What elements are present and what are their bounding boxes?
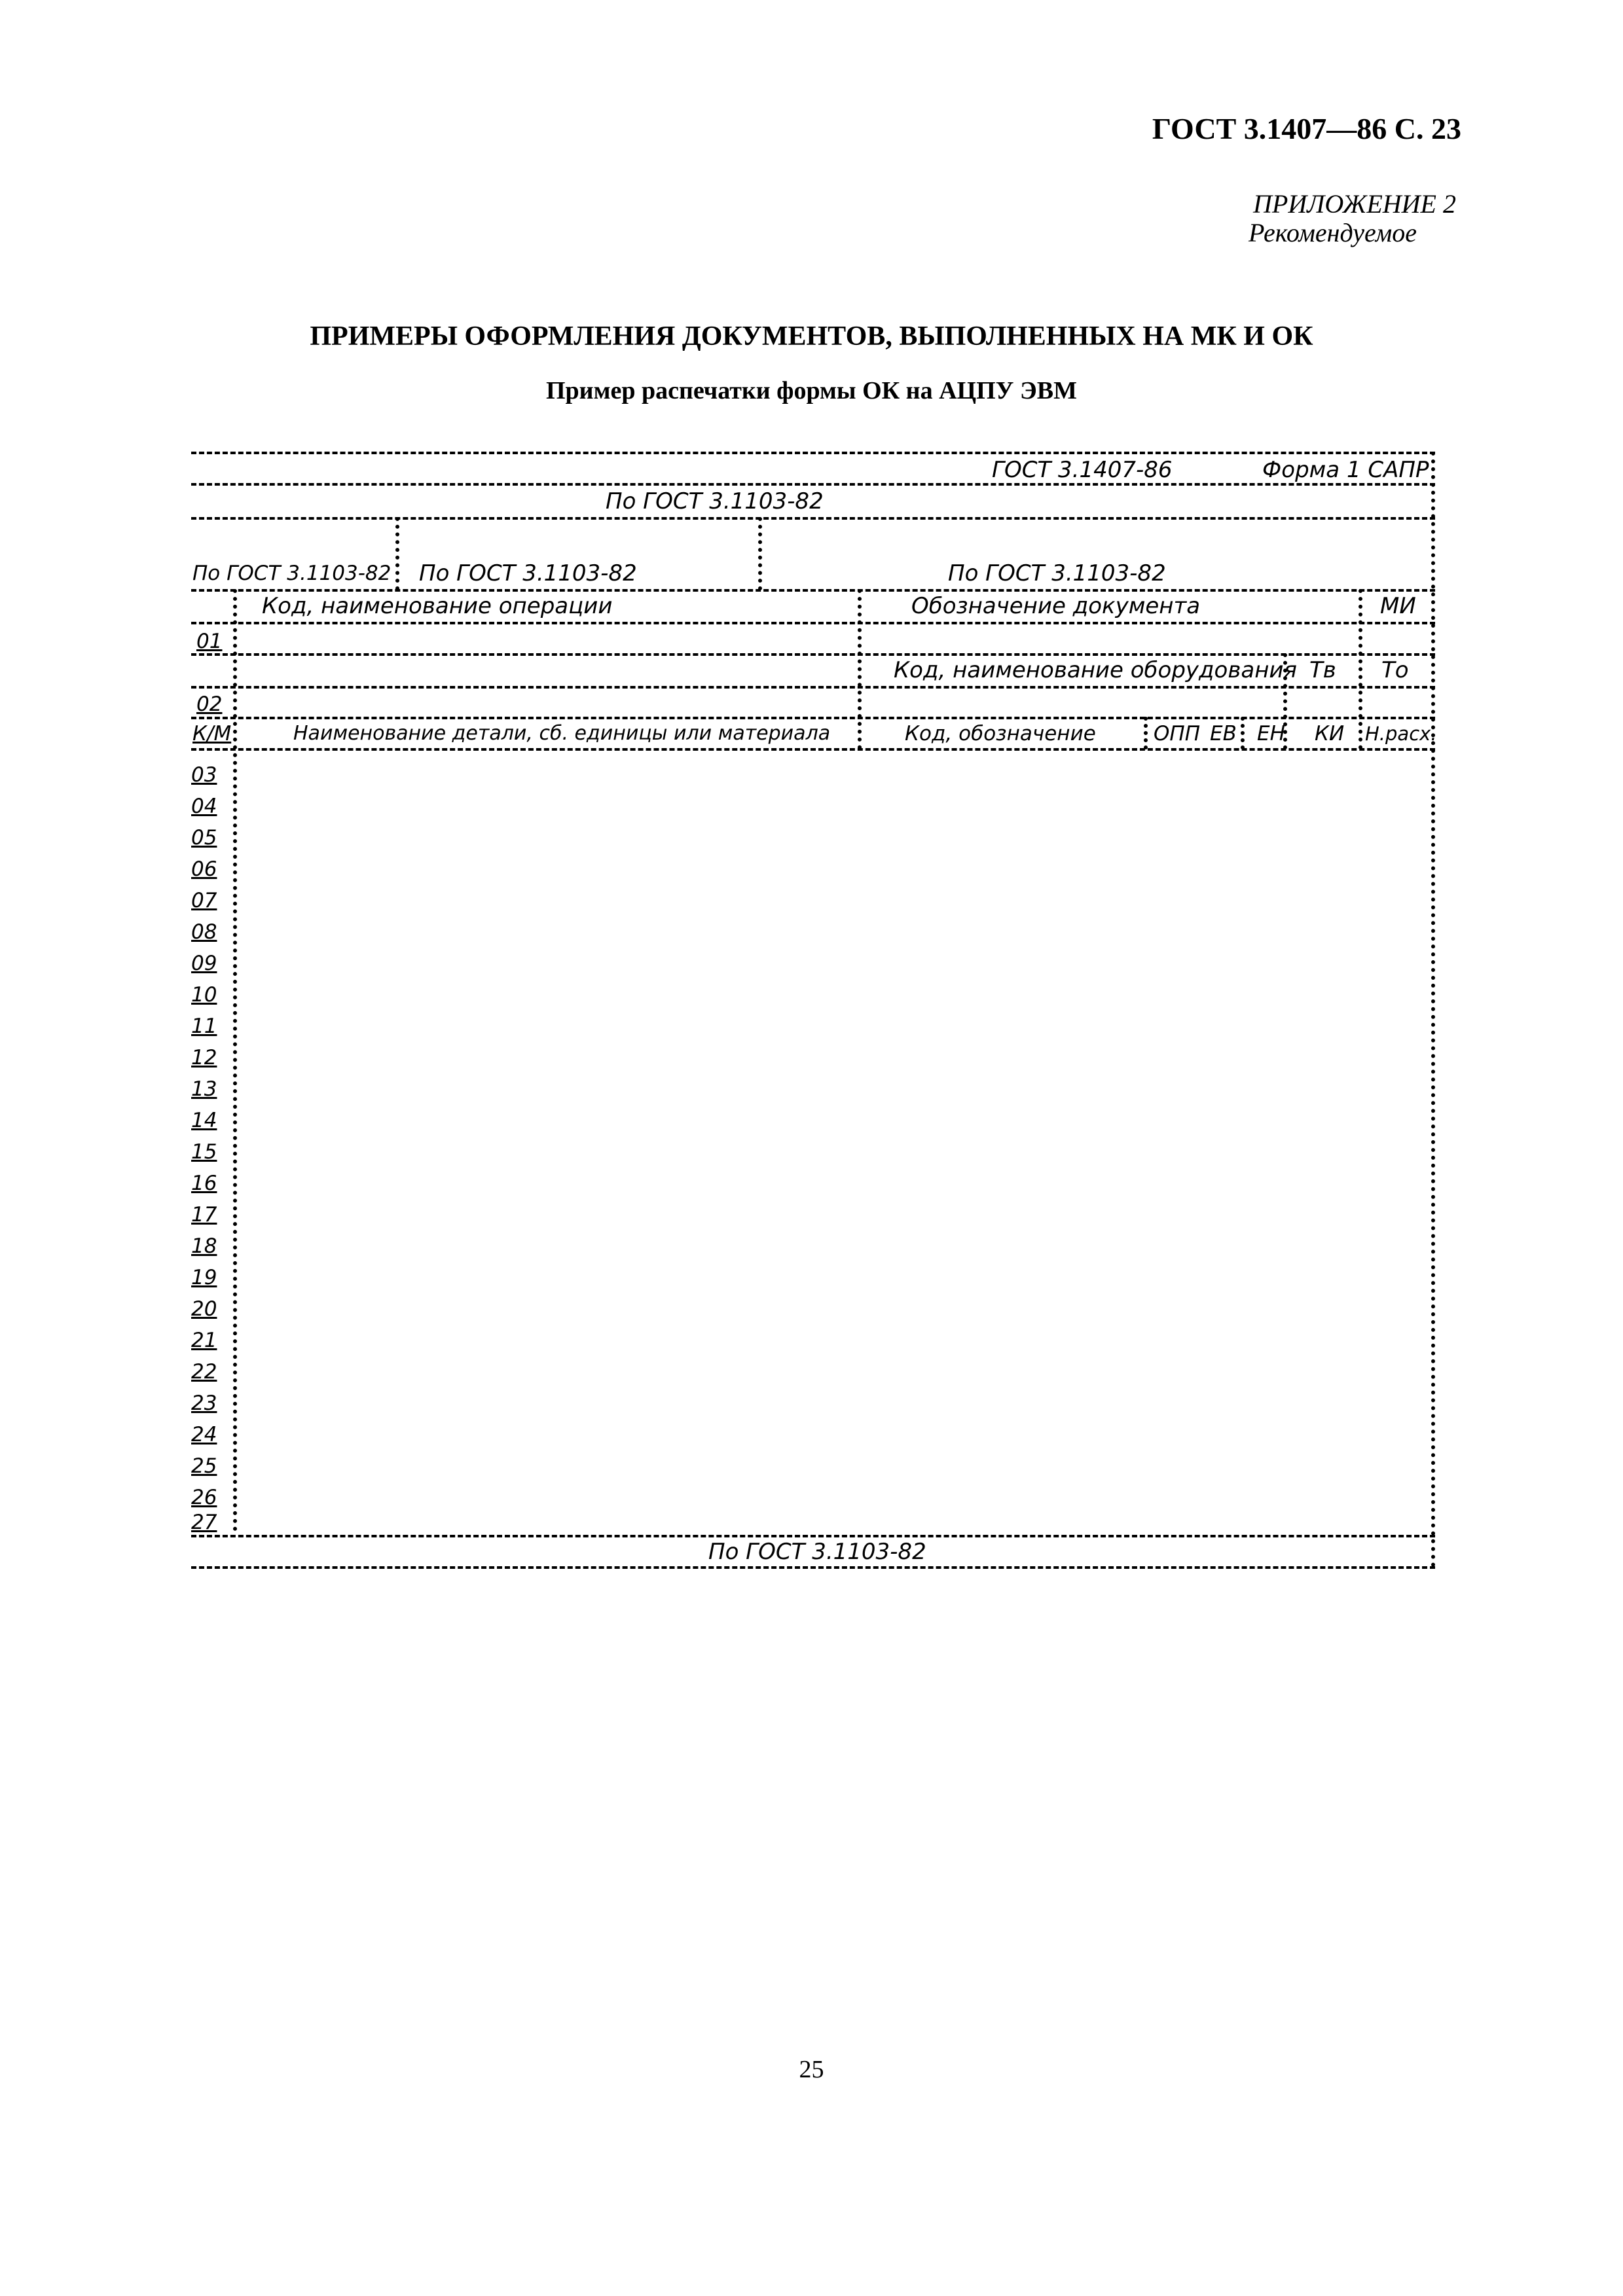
form-opp-header: ОПП xyxy=(1154,722,1201,745)
form-km-header: К/М xyxy=(192,722,232,745)
form-row-number: 11 xyxy=(191,1014,217,1038)
form-divider xyxy=(1359,589,1362,749)
page-number: 25 xyxy=(799,2056,824,2083)
form-part-name-header: Наименование детали, сб. единицы или материала xyxy=(293,722,831,745)
form-divider xyxy=(233,589,237,1532)
form-row-number: 09 xyxy=(191,952,217,975)
form-name: Форма 1 САПР xyxy=(1262,457,1429,483)
form-divider xyxy=(758,517,762,590)
form-to-header: То xyxy=(1381,657,1409,683)
form-line xyxy=(191,452,1435,454)
form-row-number: 27 xyxy=(191,1511,217,1534)
form-row-number: 10 xyxy=(191,983,217,1007)
form-divider xyxy=(1144,717,1148,749)
form-ref-top: По ГОСТ 3.1103-82 xyxy=(606,488,824,514)
form-line xyxy=(191,717,1435,719)
form-ref-middle: По ГОСТ 3.1103-82 xyxy=(419,560,637,586)
form-doc-designation-header: Обозначение документа xyxy=(911,593,1201,619)
form-row-number: 12 xyxy=(191,1046,217,1069)
form-code-header: Код, обозначение xyxy=(905,722,1096,745)
form-ref-right: По ГОСТ 3.1103-82 xyxy=(948,560,1166,586)
form-row-number: 16 xyxy=(191,1172,217,1195)
form-row-01: 01 xyxy=(196,630,223,653)
form-line xyxy=(191,653,1435,656)
form-row-number: 21 xyxy=(191,1329,217,1352)
form-row-number: 24 xyxy=(191,1423,217,1446)
form-tv-header: Тв xyxy=(1309,657,1336,683)
form-line xyxy=(191,686,1435,689)
form-standard: ГОСТ 3.1407-86 xyxy=(992,457,1173,483)
form-row-number: 25 xyxy=(191,1454,217,1478)
form-row-number: 17 xyxy=(191,1203,217,1227)
form-row-number: 20 xyxy=(191,1297,217,1321)
form-n-rash-header: Н.расх. xyxy=(1365,723,1437,745)
form-row-number: 13 xyxy=(191,1077,217,1101)
form-row-number: 08 xyxy=(191,920,217,944)
form-border-right xyxy=(1431,452,1435,1568)
form-line xyxy=(191,517,1435,520)
form-row-number: 19 xyxy=(191,1266,217,1289)
form-line xyxy=(191,1566,1435,1569)
form-divider xyxy=(858,589,862,749)
appendix-status: Рекомендуемое xyxy=(1248,218,1417,247)
form-row-number: 04 xyxy=(191,795,217,818)
form-divider xyxy=(1241,717,1245,749)
form-row-number: 06 xyxy=(191,857,217,881)
appendix-number: ПРИЛОЖЕНИЕ 2 xyxy=(1253,189,1456,219)
form-ref-left: По ГОСТ 3.1103-82 xyxy=(192,562,392,585)
document-subtitle: Пример распечатки формы ОК на АЦПУ ЭВМ xyxy=(545,377,1078,404)
form-line xyxy=(191,748,1435,751)
form-row-number: 26 xyxy=(191,1486,217,1509)
appendix-label xyxy=(1249,190,1456,247)
form-operation-header: Код, наименование операции xyxy=(262,593,613,619)
form-row-number: 15 xyxy=(191,1140,217,1164)
form-ref-bottom: По ГОСТ 3.1103-82 xyxy=(708,1539,926,1565)
form-divider xyxy=(395,517,399,590)
form-line xyxy=(191,483,1435,486)
form-ki-header: КИ xyxy=(1315,722,1345,745)
form-row-number: 22 xyxy=(191,1360,217,1384)
form-row-number: 14 xyxy=(191,1109,217,1132)
form-mi-header: МИ xyxy=(1380,593,1416,619)
form-row-02: 02 xyxy=(196,692,223,716)
form-equipment-header: Код, наименование оборудования xyxy=(894,657,1297,683)
form-en-header: ЕН xyxy=(1257,722,1285,745)
form-ev-header: ЕВ xyxy=(1210,722,1237,745)
form-row-number: 07 xyxy=(191,889,217,912)
form-line xyxy=(191,1535,1435,1537)
form-row-number: 05 xyxy=(191,826,217,850)
form-row-number: 18 xyxy=(191,1234,217,1258)
document-title: ПРИМЕРЫ ОФОРМЛЕНИЯ ДОКУМЕНТОВ, ВЫПОЛНЕННЫХ НА МК И ОК xyxy=(310,321,1313,351)
form-row-number: 03 xyxy=(191,763,217,787)
form-line xyxy=(191,589,1435,592)
form-line xyxy=(191,622,1435,624)
form-row-number: 23 xyxy=(191,1391,217,1415)
page-header: ГОСТ 3.1407—86 С. 23 xyxy=(1152,112,1461,145)
